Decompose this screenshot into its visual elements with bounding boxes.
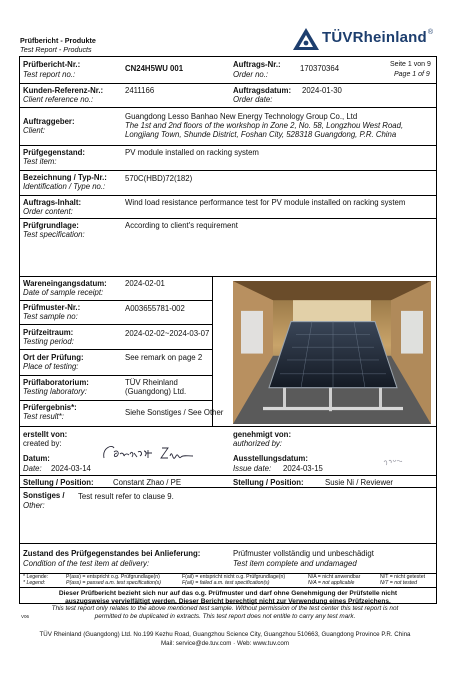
legend-label-en: * Legend: bbox=[23, 580, 46, 586]
receipt-date-label: Wareneingangsdatum: bbox=[23, 279, 107, 288]
footer-contact: Mail: service@de.tuv.com · Web: www.tuv.com bbox=[161, 640, 289, 647]
creator-signature bbox=[100, 442, 195, 466]
order-no-label-en: Order no.: bbox=[233, 70, 269, 79]
rule bbox=[20, 349, 212, 350]
testing-period-label-en: Testing period: bbox=[23, 337, 74, 346]
legend-pass-en: P(ass) = passed a.m. test specification(s) bbox=[66, 580, 161, 586]
legend-nt: N/T = nicht getestet bbox=[380, 574, 426, 580]
receipt-date-label-en: Date of sample receipt: bbox=[23, 288, 104, 297]
result-label: Prüfergebnis*: bbox=[23, 403, 77, 412]
order-content-label-en: Order content: bbox=[23, 207, 73, 216]
order-date-label-en: Order date: bbox=[233, 95, 273, 104]
test-spec-value: According to client's requirement bbox=[125, 221, 238, 230]
result-label-en: Test result*: bbox=[23, 412, 64, 421]
rule bbox=[20, 195, 436, 196]
report-no-label: Prüfbericht-Nr.: bbox=[23, 60, 81, 69]
test-item-label: Prüfgegenstand: bbox=[23, 148, 85, 157]
legend-fail-en: F(ail) = failed a.m. test specification(s) bbox=[182, 580, 270, 586]
page-number-en: Page 1 of 9 bbox=[394, 71, 430, 78]
client-address-2: Longjiang Town, Shunde District, Foshan City, 528318 Guangdong, P.R. China bbox=[125, 130, 397, 139]
report-form bbox=[19, 56, 437, 604]
condition-value: Prüfmuster vollständig und unbeschädigt bbox=[233, 549, 374, 558]
authorized-position-label: Stellung / Position: bbox=[233, 478, 304, 487]
sample-no-label-en: Test sample no: bbox=[23, 312, 78, 321]
rule bbox=[20, 375, 212, 376]
issue-date-label: Ausstellungsdatum: bbox=[233, 454, 308, 463]
legend-na-en: N/A = not applicable bbox=[308, 580, 355, 586]
sample-no-value: A003655781-002 bbox=[125, 304, 185, 313]
test-item-label-en: Test item: bbox=[23, 157, 57, 166]
condition-label-en: Condition of the test item at delivery: bbox=[23, 559, 150, 568]
divider bbox=[212, 276, 213, 426]
authorized-by-label: genehmigt von: bbox=[233, 430, 292, 439]
order-content-label: Auftrags-Inhalt: bbox=[23, 198, 82, 207]
client-label: Auftraggeber: bbox=[23, 117, 75, 126]
disclaimer-en-1: This test report only relates to the above mentioned test sample. Without permission of the test center this test report is not bbox=[51, 605, 399, 612]
rule bbox=[20, 400, 212, 401]
created-position-label: Stellung / Position: bbox=[23, 478, 94, 487]
rule bbox=[20, 543, 436, 544]
rule bbox=[20, 218, 436, 219]
date-value: 2024-03-14 bbox=[51, 464, 91, 473]
rule bbox=[20, 426, 436, 427]
rule bbox=[20, 276, 436, 277]
report-no-label-en: Test report no.: bbox=[23, 70, 76, 79]
rule bbox=[20, 107, 436, 108]
rule bbox=[20, 145, 436, 146]
issue-date-value: 2024-03-15 bbox=[283, 464, 323, 473]
order-no-value: 170370364 bbox=[300, 64, 340, 73]
place-label-en: Place of testing: bbox=[23, 362, 79, 371]
sample-no-label: Prüfmuster-Nr.: bbox=[23, 303, 81, 312]
testing-period-label: Prüfzeitraum: bbox=[23, 328, 74, 337]
lab-label: Prüflaboratorium: bbox=[23, 378, 89, 387]
other-label-en: Other: bbox=[23, 501, 45, 510]
issue-date-label-en: Issue date: bbox=[233, 464, 272, 473]
identification-label-en: Identification / Type no.: bbox=[23, 182, 106, 191]
client-ref-label-en: Client reference no.: bbox=[23, 95, 94, 104]
condition-label: Zustand des Prüfgegenstandes bei Anlieferung: bbox=[23, 549, 201, 558]
created-by-label: erstellt von: bbox=[23, 430, 68, 439]
client-name: Guangdong Lesso Banhao New Energy Technology Group Co., Ltd bbox=[125, 112, 358, 121]
order-date-label: Auftragsdatum: bbox=[233, 86, 292, 95]
authorized-position-value: Susie Ni / Reviewer bbox=[325, 478, 394, 487]
created-position-value: Constant Zhao / PE bbox=[113, 478, 182, 487]
test-spec-label-en: Test specification: bbox=[23, 230, 85, 239]
condition-value-en: Test item complete and undamaged bbox=[233, 559, 357, 568]
report-no-value: CN24H5WU 001 bbox=[125, 64, 184, 73]
rule bbox=[20, 475, 436, 476]
order-content-value: Wind load resistance performance test for PV module installed on racking system bbox=[125, 198, 406, 207]
report-type-de: Prüfbericht - Produkte bbox=[20, 36, 96, 45]
disclaimer-de-1: Dieser Prüfbericht bezieht sich nur auf das o.g. Prüfmuster und darf ohne Genehmigung der Prüfstelle nicht bbox=[58, 590, 398, 597]
logo-name: TÜVRheinland bbox=[322, 29, 427, 46]
place-label: Ort der Prüfung: bbox=[23, 353, 84, 362]
rule bbox=[20, 83, 436, 84]
footer-address: TÜV Rheinland (Guangdong) Ltd. No.199 Kezhu Road, Guangzhou Science City, Guangzhou 510663, Guangdong Province P.R. China bbox=[39, 631, 411, 638]
report-type-heading bbox=[20, 37, 96, 54]
report-type-en: Test Report - Products bbox=[20, 44, 92, 54]
authorized-by-label-en: authorized by: bbox=[233, 439, 282, 448]
test-item-value: PV module installed on racking system bbox=[125, 148, 259, 157]
tuv-triangle-logo-icon bbox=[292, 27, 320, 51]
place-value: See remark on page 2 bbox=[125, 353, 203, 362]
legend-na: N/A = nicht anwendbar bbox=[308, 574, 361, 580]
order-no-label: Auftrags-Nr.: bbox=[233, 60, 281, 69]
tuv-logo-text bbox=[322, 29, 433, 46]
order-date-value: 2024-01-30 bbox=[302, 86, 342, 95]
rule bbox=[20, 587, 436, 588]
client-address-1: The 1st and 2nd floors of the workshop in Zone 2, No. 58, Longzhou West Road, bbox=[125, 121, 404, 130]
identification-label: Bezeichnung / Typ-Nr.: bbox=[23, 173, 107, 182]
client-label-en: Client: bbox=[23, 126, 46, 135]
lab-value-1: TÜV Rheinland bbox=[125, 378, 178, 387]
rule bbox=[20, 170, 436, 171]
legend-label: * Legende: bbox=[23, 574, 49, 580]
lab-value-2: (Guangdong) Ltd. bbox=[125, 387, 187, 396]
legend-fail: F(ail) = entspricht nicht o.g. Prüfgrundlage(n) bbox=[182, 574, 286, 580]
disclaimer-en-2: permitted to be duplicated in extracts. This test report does not entitle to carry any test mark. bbox=[94, 613, 356, 620]
client-ref-value: 2411166 bbox=[125, 86, 155, 95]
legend-pass: P(ass) = entspricht o.g. Prüfgrundlage(n) bbox=[66, 574, 160, 580]
created-by-label-en: created by: bbox=[23, 439, 62, 448]
receipt-date-value: 2024-02-01 bbox=[125, 279, 165, 288]
legend-nt-en: N/T = not tested bbox=[380, 580, 418, 586]
date-label: Datum: bbox=[23, 454, 50, 463]
other-value: Test result refer to clause 9. bbox=[78, 492, 174, 501]
identification-value: 570C(HBD)72(182) bbox=[125, 174, 193, 183]
result-value: Siehe Sonstiges / See Other bbox=[125, 408, 224, 417]
rule bbox=[20, 324, 212, 325]
other-label: Sonstiges / bbox=[23, 491, 65, 500]
reviewer-signature bbox=[382, 456, 406, 466]
testing-period-value: 2024-02-02~2024-03-07 bbox=[125, 329, 210, 338]
logo-registered-mark: ® bbox=[427, 29, 434, 36]
test-spec-label: Prüfgrundlage: bbox=[23, 221, 79, 230]
test-setup-photo bbox=[233, 281, 431, 424]
date-label-en: Date: bbox=[23, 464, 42, 473]
page-number-de: Seite 1 von 9 bbox=[390, 61, 431, 68]
lab-label-en: Testing laboratory: bbox=[23, 387, 87, 396]
disclaimer-de-2: auszugsweise vervielfältigt werden. Dieser Bericht berechtigt nicht zur Verwendung eines Prüfzeichens. bbox=[65, 598, 391, 605]
rule bbox=[20, 300, 212, 301]
form-code: V06 bbox=[21, 614, 30, 619]
client-ref-label: Kunden-Referenz-Nr.: bbox=[23, 86, 104, 95]
